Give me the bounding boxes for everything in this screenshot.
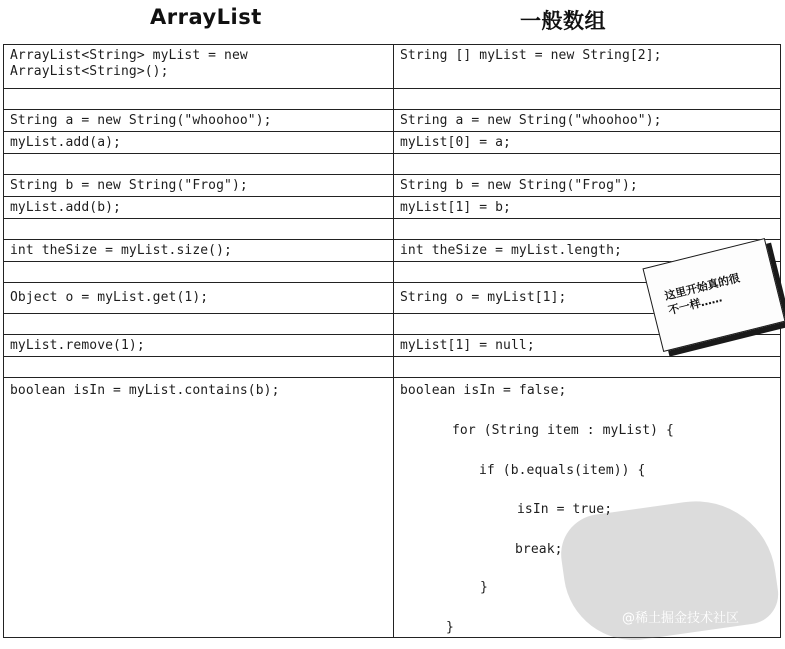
table-row	[4, 197, 393, 219]
table-row	[4, 240, 393, 262]
table-row	[4, 110, 393, 132]
spacer-row	[394, 89, 780, 110]
table-row	[394, 197, 780, 219]
code-cell: String [] myList = new String[2];	[400, 48, 662, 63]
watermark-text: @稀土掘金技术社区	[622, 611, 740, 626]
code-cell: myList[1] = b;	[400, 200, 511, 215]
arraylist-column	[4, 45, 394, 637]
code-line: boolean isIn = false;	[400, 383, 567, 398]
spacer-row	[4, 154, 393, 175]
annotation-text: 这里开始真的很 不一样……	[663, 271, 742, 318]
code-cell: boolean isIn = myList.contains(b);	[10, 383, 280, 398]
table-row	[394, 175, 780, 197]
code-cell: String o = myList[1];	[400, 290, 567, 305]
code-cell: ArrayList<String> myList = new ArrayList<String>();	[10, 48, 256, 79]
spacer-row	[4, 262, 393, 283]
code-cell: String b = new String("Frog");	[400, 178, 638, 193]
code-line: break;	[515, 542, 563, 557]
code-cell: int theSize = myList.size();	[10, 243, 232, 258]
spacer-row	[4, 357, 393, 378]
arraylist-heading: ArrayList	[150, 5, 262, 29]
spacer-row	[394, 357, 780, 378]
code-cell: myList.remove(1);	[10, 338, 145, 353]
code-line: }	[480, 580, 488, 595]
table-row	[4, 378, 393, 639]
spacer-row	[394, 219, 780, 240]
code-cell: String b = new String("Frog");	[10, 178, 248, 193]
table-row	[394, 45, 780, 89]
table-row	[394, 110, 780, 132]
spacer-row	[4, 219, 393, 240]
table-row	[4, 283, 393, 314]
code-cell: int theSize = myList.length;	[400, 243, 622, 258]
table-row	[394, 335, 780, 357]
code-cell: myList.add(b);	[10, 200, 121, 215]
table-row	[4, 335, 393, 357]
code-line: for (String item : myList) {	[452, 423, 674, 438]
spacer-row	[394, 154, 780, 175]
spacer-row	[4, 89, 393, 110]
code-cell: myList[0] = a;	[400, 135, 511, 150]
table-row	[4, 175, 393, 197]
table-row	[394, 132, 780, 154]
code-cell: Object o = myList.get(1);	[10, 290, 209, 305]
spacer-row	[4, 314, 393, 335]
code-cell: String a = new String("whoohoo");	[10, 113, 272, 128]
regular-array-heading: 一般数组	[520, 9, 606, 33]
table-row	[4, 45, 393, 89]
code-cell: String a = new String("whoohoo");	[400, 113, 662, 128]
code-line: }	[446, 620, 454, 635]
code-cell: myList.add(a);	[10, 135, 121, 150]
code-line: isIn = true;	[517, 502, 613, 517]
code-cell: myList[1] = null;	[400, 338, 535, 353]
table-row	[4, 132, 393, 154]
code-line: if (b.equals(item)) {	[479, 463, 646, 478]
